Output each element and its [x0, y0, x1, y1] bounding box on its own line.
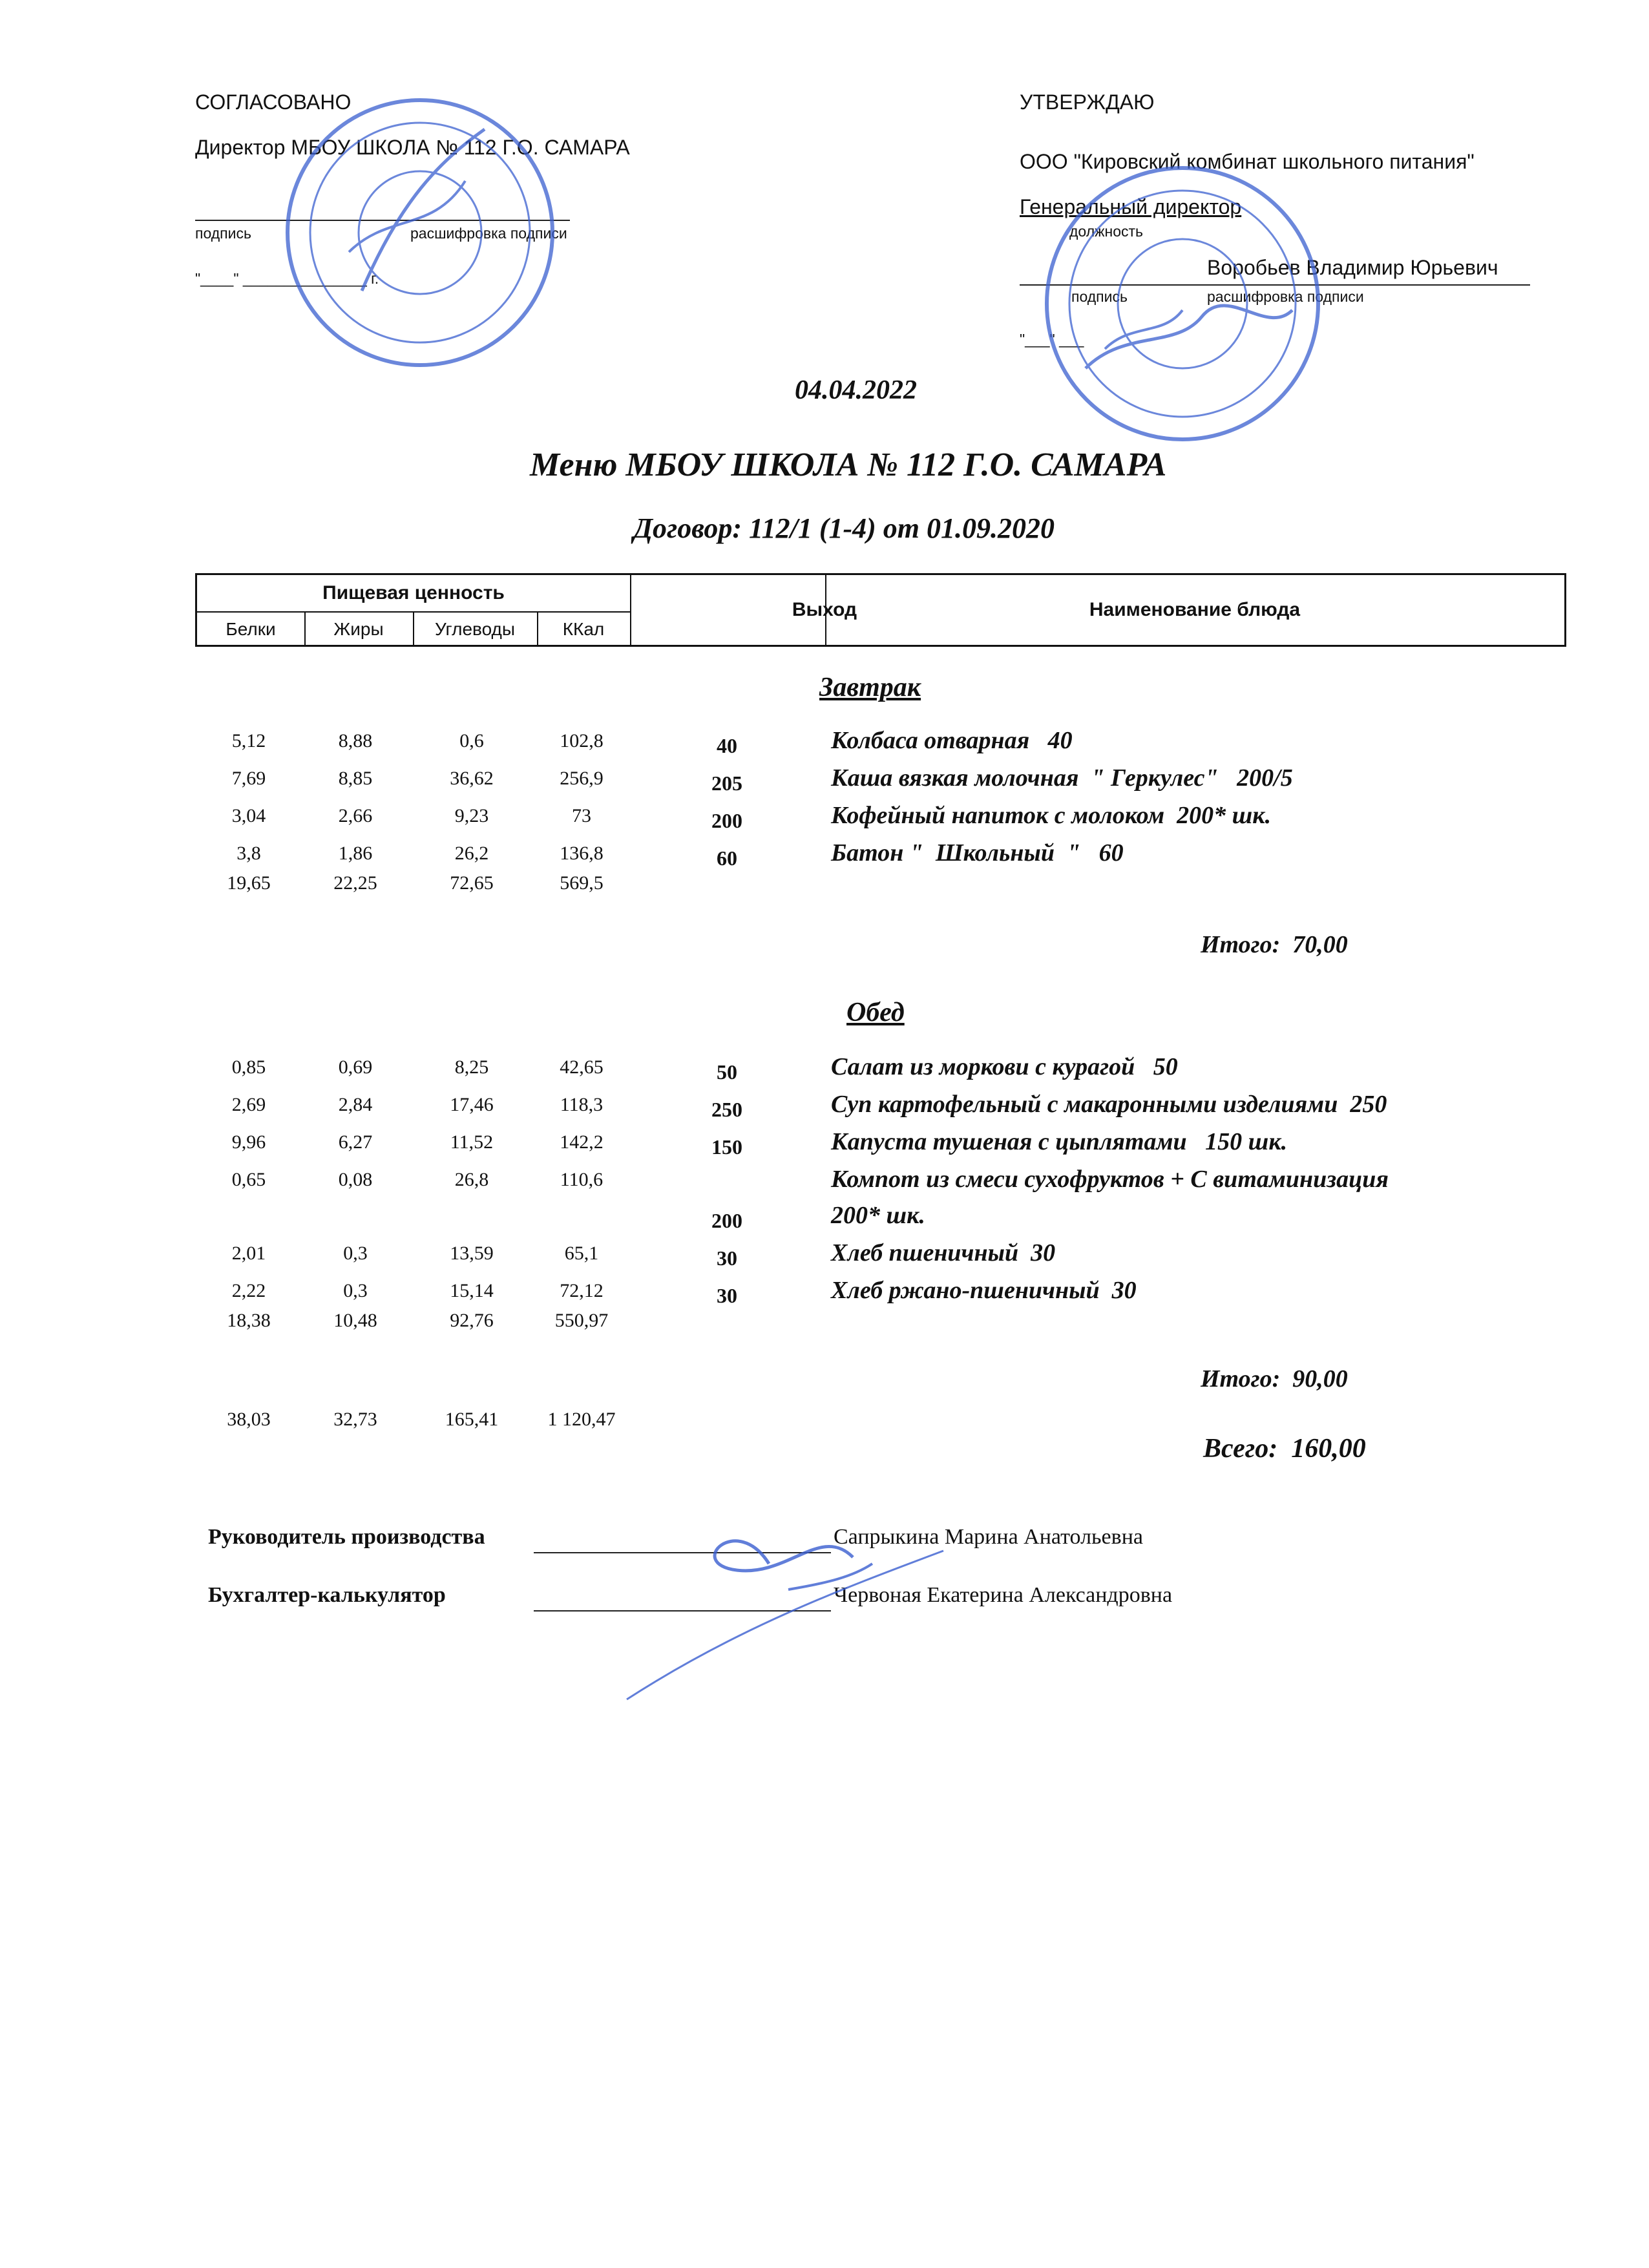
dish-name: Колбаса отварная 40 [831, 727, 1073, 754]
grand-carbs: 165,41 [445, 1409, 499, 1430]
table-cell: 1,86 [338, 843, 373, 864]
header-proteins: Белки [226, 619, 276, 639]
table-cell: 26,2 [454, 843, 489, 864]
table-cell: 13,59 [450, 1243, 494, 1264]
dish-name: Хлеб ржано-пшеничный 30 [831, 1277, 1137, 1304]
position-label: должность [1069, 223, 1144, 240]
grand-fats: 32,73 [333, 1409, 377, 1430]
left-sign-label: подпись [195, 225, 251, 242]
table-cell: 102,8 [560, 730, 604, 751]
accountant-label: Бухгалтер-калькулятор [208, 1583, 446, 1607]
table-cell: 11,52 [450, 1131, 494, 1153]
page-title: Меню МБОУ ШКОЛА № 112 Г.О. САМАРА [530, 446, 1167, 483]
output-cell: 50 [717, 1060, 737, 1084]
lunch-heading: Обед [846, 998, 905, 1027]
sum-cell: 10,48 [333, 1310, 377, 1331]
output-cell: 30 [717, 1284, 737, 1307]
header-divider [304, 613, 306, 645]
table-cell: 118,3 [560, 1094, 604, 1115]
table-cell: 0,6 [459, 730, 484, 751]
production-name: Сапрыкина Марина Анатольевна [834, 1525, 1143, 1549]
header-divider [825, 575, 826, 645]
org-name: ООО "Кировский комбинат школьного питания" [1020, 150, 1475, 173]
director-line: Директор МБОУ ШКОЛА № 112 Г.О. САМАРА [195, 136, 630, 159]
table-cell: 36,62 [450, 768, 494, 789]
table-cell: 2,84 [338, 1094, 373, 1115]
sum-cell: 22,25 [333, 872, 377, 894]
dish-name-continued: 200* шк. [831, 1202, 925, 1229]
table-cell: 15,14 [450, 1280, 494, 1301]
dish-name: Капуста тушеная с цыплятами 150 шк. [831, 1128, 1288, 1155]
table-cell: 3,8 [236, 843, 261, 864]
table-cell: 8,88 [338, 730, 373, 751]
breakfast-heading: Завтрак [819, 673, 921, 702]
output-cell: 200 [711, 1209, 742, 1232]
table-cell: 2,66 [338, 805, 373, 826]
table-cell: 2,01 [231, 1243, 266, 1264]
table-cell: 136,8 [560, 843, 604, 864]
header-carbs: Углеводы [434, 619, 516, 639]
dish-name: Суп картофельный с макаронными изделиями 250 [831, 1091, 1387, 1118]
header-kcal: ККал [562, 619, 605, 639]
table-cell: 72,12 [560, 1280, 604, 1301]
menu-table-header [195, 573, 1566, 647]
right-decode-label: расшифровка подписи [1207, 288, 1364, 305]
menu-date: 04.04.2022 [795, 375, 917, 405]
director-name: Воробьев Владимир Юрьевич [1207, 256, 1498, 279]
output-cell: 205 [711, 772, 742, 795]
output-cell: 60 [717, 846, 737, 870]
output-cell: 200 [711, 809, 742, 832]
left-date-line: "____" _______________ г. [195, 270, 379, 287]
table-cell: 2,22 [231, 1280, 266, 1301]
sum-cell: 72,65 [450, 872, 494, 894]
table-cell: 17,46 [450, 1094, 494, 1115]
header-divider [537, 613, 538, 645]
table-cell: 26,8 [454, 1169, 489, 1190]
dish-name: Батон " Школьный " 60 [831, 839, 1124, 866]
table-cell: 110,6 [560, 1169, 604, 1190]
output-cell: 150 [711, 1135, 742, 1159]
company-stamp-icon [1034, 155, 1331, 452]
output-cell: 40 [717, 734, 737, 757]
production-label: Руководитель производства [208, 1525, 485, 1549]
header-output: Выход [792, 599, 857, 620]
header-divider [630, 575, 631, 645]
left-decode-label: расшифровка подписи [410, 225, 567, 242]
table-cell: 73 [572, 805, 591, 826]
approve-heading: УТВЕРЖДАЮ [1020, 90, 1155, 114]
contract-line: Договор: 112/1 (1-4) от 01.09.2020 [633, 512, 1055, 544]
table-cell: 8,25 [454, 1056, 489, 1078]
table-cell: 42,65 [560, 1056, 604, 1078]
output-cell: 30 [717, 1246, 737, 1270]
table-cell: 6,27 [338, 1131, 373, 1153]
agreed-heading: СОГЛАСОВАНО [195, 90, 352, 114]
table-cell: 0,3 [343, 1243, 368, 1264]
school-stamp-icon [271, 84, 569, 381]
table-cell: 142,2 [560, 1131, 604, 1153]
dish-name: Хлеб пшеничный 30 [831, 1239, 1056, 1266]
table-cell: 8,85 [338, 768, 373, 789]
header-fats: Жиры [333, 619, 384, 639]
grand-proteins: 38,03 [227, 1409, 271, 1430]
header-dish-name: Наименование блюда [1089, 599, 1301, 620]
table-cell: 0,65 [231, 1169, 266, 1190]
table-cell: 256,9 [560, 768, 604, 789]
sum-cell: 569,5 [560, 872, 604, 894]
table-cell: 0,85 [231, 1056, 266, 1078]
table-cell: 2,69 [231, 1094, 266, 1115]
grand-total: Всего: 160,00 [1203, 1434, 1366, 1464]
dish-name: Кофейный напиток с молоком 200* шк. [831, 802, 1272, 829]
right-date-line: "___" ___ [1020, 331, 1084, 348]
sum-cell: 18,38 [227, 1310, 271, 1331]
signature-scribble-icon [607, 1486, 969, 1706]
breakfast-total: Итого: 70,00 [1201, 931, 1348, 958]
dish-name: Салат из моркови с курагой 50 [831, 1053, 1178, 1080]
sum-cell: 92,76 [450, 1310, 494, 1331]
dish-name: Компот из смеси сухофруктов + С витаминизация [831, 1166, 1389, 1193]
output-cell: 250 [711, 1098, 742, 1121]
grand-kcal: 1 120,47 [547, 1409, 616, 1430]
table-cell: 0,69 [338, 1056, 373, 1078]
sum-cell: 19,65 [227, 872, 271, 894]
sum-cell: 550,97 [554, 1310, 609, 1331]
header-divider [413, 613, 414, 645]
lunch-total: Итого: 90,00 [1201, 1365, 1348, 1392]
table-cell: 0,08 [338, 1169, 373, 1190]
table-cell: 9,96 [231, 1131, 266, 1153]
table-cell: 3,04 [231, 805, 266, 826]
table-cell: 9,23 [454, 805, 489, 826]
table-cell: 5,12 [231, 730, 266, 751]
table-cell: 65,1 [564, 1243, 599, 1264]
right-sign-label: подпись [1071, 288, 1128, 305]
header-nutrition: Пищевая ценность [197, 575, 630, 613]
table-cell: 0,3 [343, 1280, 368, 1301]
table-cell: 7,69 [231, 768, 266, 789]
dish-name: Каша вязкая молочная " Геркулес" 200/5 [831, 764, 1293, 792]
accountant-name: Червоная Екатерина Александровна [834, 1583, 1173, 1607]
position: Генеральный директор [1020, 195, 1242, 218]
